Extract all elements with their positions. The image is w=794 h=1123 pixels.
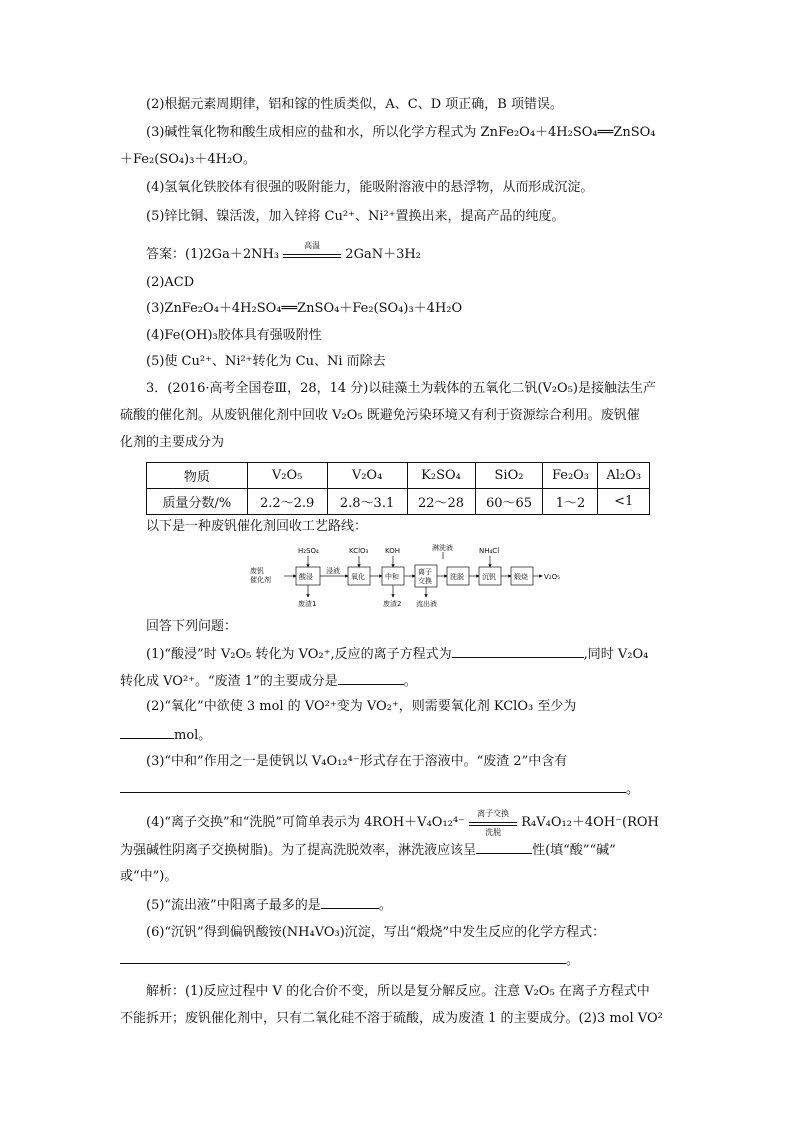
sub-question-3: (3)“中和”作用之一是使钒以 V₄O₁₂⁴⁻形式存在于溶液中。“废渣 2”中含有 <box>146 754 568 769</box>
flow-effluent-label: 流出液 <box>416 600 437 608</box>
sub-question-4 <box>146 809 659 837</box>
table-cell: 22～28 <box>407 489 475 515</box>
s4-text: 为强碱性阴离子交换树脂)。为了提高洗脱效率，淋洗液应该呈 <box>120 843 477 858</box>
sub-question-1 <box>146 645 648 664</box>
s4-text: (4)“离子交换”和“洗脱”可简单表示为 4ROH＋V₄O₁₂⁴⁻ <box>146 815 465 830</box>
s4-text: R₄V₄O₁₂＋4OH⁻(ROH <box>521 815 659 830</box>
s3-text: 。 <box>626 782 640 797</box>
table-cell: Al₂O₃ <box>598 463 650 489</box>
analysis-1: 解析：(1)反应过程中 V 的化合价不变，所以是复分解反应。注意 V₂O₅ 在离子方程式中 <box>146 984 650 999</box>
flow-product-label: V₂O₅ <box>544 573 560 581</box>
s5-text: 。 <box>378 898 392 913</box>
table-cell: 2.2～2.9 <box>247 489 327 515</box>
table-cell: 物质 <box>147 463 248 489</box>
table-cell: K₂SO₄ <box>407 463 475 489</box>
s1-text: ,同时 V₂O₄ <box>583 647 649 662</box>
sub-question-3-cont <box>120 780 639 799</box>
explain-2: (2)根据元素周期律，铝和镓的性质类似，A、C、D 项正确，B 项错误。 <box>146 97 563 112</box>
answer-1 <box>146 241 421 264</box>
answer-blank[interactable] <box>476 841 532 854</box>
flow-box-label: 煅烧 <box>514 573 528 581</box>
sub-question-4-cont <box>120 841 616 860</box>
flow-waste-label: 废渣1 <box>298 600 317 608</box>
flow-box-label: 酸浸 <box>299 573 313 581</box>
answer-1-left: 答案：(1)2Ga＋2NH₃ <box>146 247 280 262</box>
flow-reagent-label: H₂SO₄ <box>298 547 319 555</box>
route-intro: 以下是一种废钒催化剂回收工艺路线： <box>146 519 368 534</box>
sub-question-5 <box>146 896 392 915</box>
flow-reagent-label: KClO₃ <box>349 547 369 555</box>
flow-box-label: 氧化 <box>351 573 365 581</box>
answer-blank[interactable] <box>338 672 404 685</box>
explain-3b: ＋Fe₂(SO₄)₃＋4H₂O。 <box>120 152 256 167</box>
explain-4: (4)氢氧化铁胶体有很强的吸附能力，能吸附溶液中的悬浮物，从而形成沉淀。 <box>146 180 594 195</box>
sub-question-6: (6)“沉钒”得到偏钒酸铵(NH₄VO₃)沉淀，写出“煅烧”中发生反应的化学方程式： <box>146 925 606 940</box>
table-cell: V₂O₄ <box>327 463 407 489</box>
answer-blank[interactable] <box>120 726 174 739</box>
q3-intro-1: 3．(2016·高考全国卷Ⅲ，28，14 分)以硅藻土为载体的五氧化二钒(V₂O₅)是接触法生产 <box>146 381 656 396</box>
answer-1-right: 2GaN＋3H₂ <box>345 247 421 262</box>
sub-question-2-cont <box>120 726 211 745</box>
reversible-condition <box>469 809 517 837</box>
sub-question-4-cont2: 或“中”)。 <box>120 869 178 884</box>
table-cell: 60～65 <box>475 489 543 515</box>
flow-box-label: 洗脱 <box>450 573 464 581</box>
s2-text: mol。 <box>174 728 212 743</box>
s4-text: 性(填“酸”“碱” <box>532 843 616 858</box>
process-flow-diagram <box>250 543 580 613</box>
table-cell: 2.8～3.1 <box>327 489 407 515</box>
answer-4: (4)Fe(OH)₃胶体具有强吸附性 <box>146 328 322 343</box>
explain-5: (5)锌比铜、镍活泼，加入锌将 Cu²⁺、Ni²⁺置换出来，提高产品的纯度。 <box>146 209 565 224</box>
answer-blank[interactable] <box>321 896 379 909</box>
flow-box-label: 中和 <box>385 573 399 581</box>
s6-text: 。 <box>566 953 580 968</box>
s1-text: 转化成 VO²⁺。“废渣 1”的主要成分是 <box>120 674 338 689</box>
analysis-2: 不能拆开；废钒催化剂中，只有二氧化硅不溶于硫酸，成为废渣 1 的主要成分。(2)3 mol VO² <box>120 1011 663 1026</box>
flow-box-label: 沉钒 <box>482 573 496 581</box>
table-cell: SiO₂ <box>475 463 543 489</box>
table-cell: <1 <box>598 489 650 515</box>
sub-question-1-cont <box>120 672 417 691</box>
answer-3: (3)ZnFe₂O₄＋4H₂SO₄══ZnSO₄＋Fe₂(SO₄)₃＋4H₂O <box>146 301 463 316</box>
answer-2: (2)ACD <box>146 275 195 290</box>
answer-blank[interactable] <box>120 780 626 793</box>
condition-label: 离子交换 <box>477 809 510 818</box>
flow-reagent-label: KOH <box>385 547 400 555</box>
table-header-row <box>147 463 650 489</box>
table-cell: Fe₂O₃ <box>543 463 598 489</box>
flow-reagent-label: 淋洗液 <box>432 544 453 552</box>
answer-blank[interactable] <box>452 645 584 658</box>
table-row <box>147 489 650 515</box>
table-cell: 质量分数/% <box>147 489 248 515</box>
flow-reagent-label: NH₄Cl <box>479 547 500 555</box>
reaction-condition <box>283 241 341 258</box>
condition-label: 洗脱 <box>485 828 502 837</box>
s1-text: 。 <box>403 674 417 689</box>
answer-blank[interactable] <box>120 951 566 964</box>
s1-text: (1)“酸浸”时 V₂O₅ 转化为 VO₂⁺,反应的离子方程式为 <box>146 647 452 662</box>
condition-label: 高温 <box>304 241 321 250</box>
flow-start-label: 废钒 <box>250 567 264 575</box>
answer-5: (5)使 Cu²⁺、Ni²⁺转化为 Cu、Ni 而除去 <box>146 354 386 369</box>
composition-table <box>146 462 650 515</box>
sub-question-6-cont <box>120 951 579 970</box>
q3-intro-3: 化剂的主要成分为 <box>120 435 225 450</box>
flow-box-label: 离子 <box>418 568 432 576</box>
flow-box-label: 交换 <box>418 577 432 585</box>
flow-start-label: 催化剂 <box>250 576 271 584</box>
explain-3a: (3)碱性氧化物和酸生成相应的盐和水，所以化学方程式为 ZnFe₂O₄＋4H₂SO₄══ZnSO₄ <box>146 125 656 140</box>
sub-question-2: (2)“氧化”中欲使 3 mol 的 VO²⁺变为 VO₂⁺，则需要氧化剂 KClO₃ 至少为 <box>146 699 577 714</box>
flow-stream-label: 浸液 <box>326 567 340 575</box>
flow-waste-label: 废渣2 <box>383 600 402 608</box>
table-cell: 1～2 <box>543 489 598 515</box>
s5-text: (5)“流出液”中阳离子最多的是 <box>146 898 321 913</box>
table-cell: V₂O₅ <box>247 463 327 489</box>
q3-intro-2: 硫酸的催化剂。从废钒催化剂中回收 V₂O₅ 既避免污染环境又有利于资源综合利用。废钒催 <box>120 408 640 423</box>
ask-line: 回答下列问题： <box>146 619 238 634</box>
